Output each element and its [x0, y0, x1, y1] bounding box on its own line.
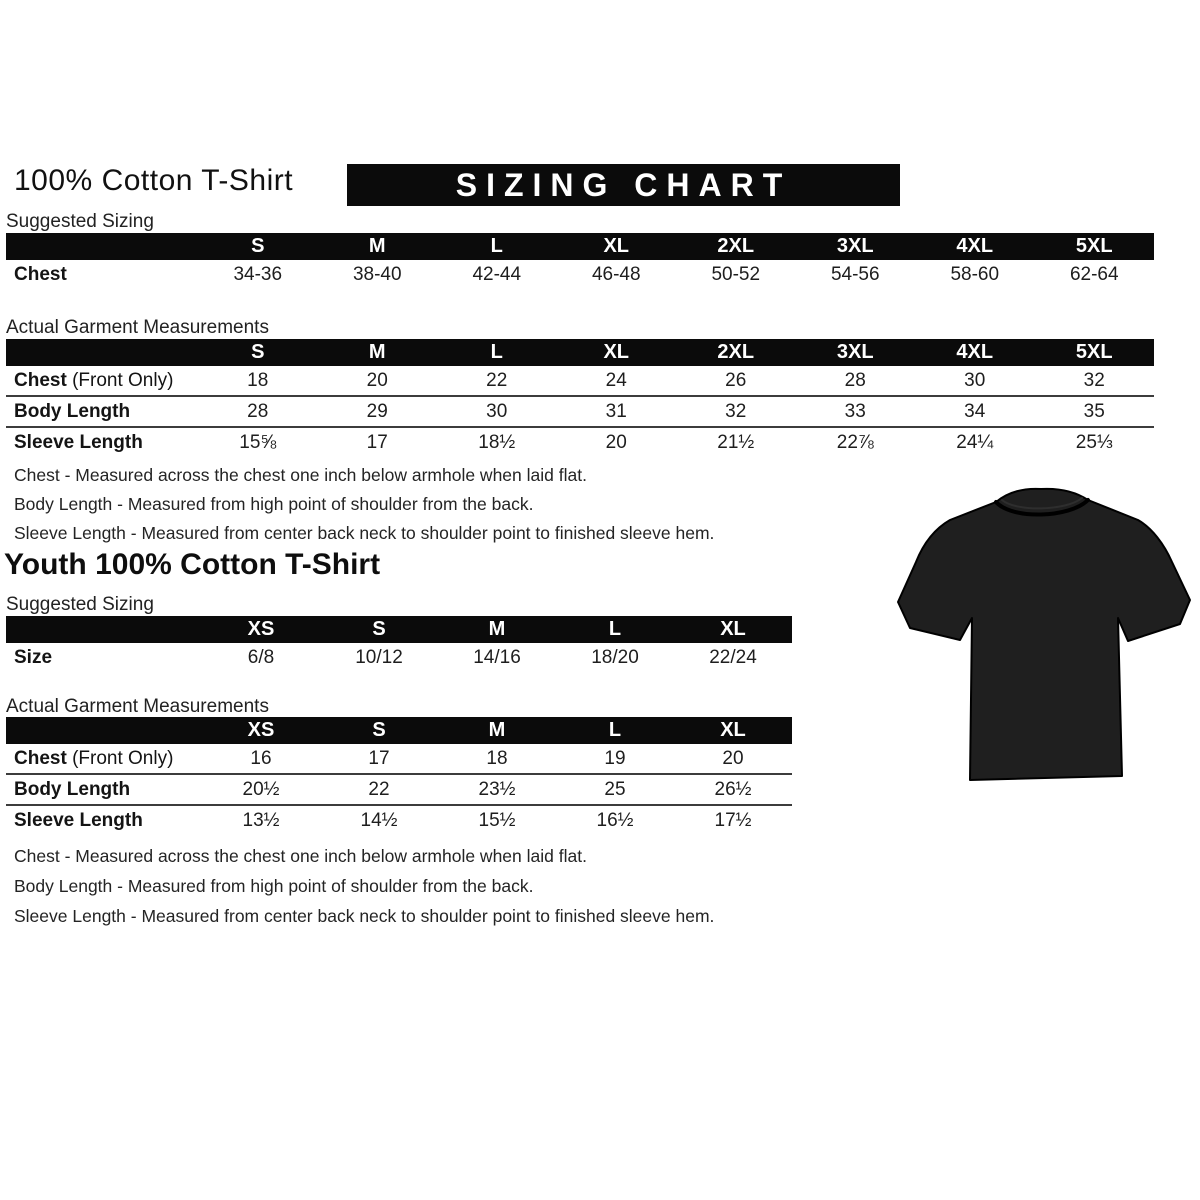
- cell-value: 38-40: [352, 263, 402, 285]
- note-line: Sleeve Length - Measured from center back neck to shoulder point to finished sleeve hem.: [14, 523, 715, 543]
- adult-measurement-notes: [14, 461, 714, 548]
- table-row: [6, 426, 1154, 457]
- column-header: 3XL: [836, 235, 874, 257]
- cell-value: 31: [605, 400, 627, 422]
- cell-value: 50-52: [711, 263, 761, 285]
- cell-value: 46-48: [591, 263, 641, 285]
- sizing-chart-banner-text: SIZING CHART: [455, 166, 792, 203]
- column-header: XL: [720, 719, 746, 741]
- tshirt-graphic: [890, 478, 1196, 810]
- note-line: Chest - Measured across the chest one inch below armhole when laid flat.: [14, 846, 587, 866]
- cell-value: 22: [368, 778, 390, 800]
- note-line: Sleeve Length - Measured from center back neck to shoulder point to finished sleeve hem.: [14, 906, 715, 926]
- row-label: [6, 401, 198, 423]
- note-line: Chest - Measured across the chest one inch below armhole when laid flat.: [14, 465, 587, 485]
- table-row: [6, 773, 792, 804]
- youth-suggested-sizing-table: [6, 616, 792, 672]
- cell-value: 14½: [360, 809, 398, 831]
- row-label-note: (Front Only): [66, 747, 174, 769]
- row-label-text: Chest: [14, 369, 67, 391]
- cell-value: 25⅓: [1075, 431, 1113, 453]
- tshirt-body-path: [898, 489, 1190, 780]
- cell-value: 26½: [714, 778, 752, 800]
- cell-value: 32: [725, 400, 747, 422]
- column-header: 2XL: [717, 341, 755, 363]
- cell-value: 24¼: [956, 431, 994, 453]
- cell-value: 17½: [714, 809, 752, 831]
- column-header: M: [488, 719, 506, 741]
- cell-value: 17: [368, 747, 390, 769]
- cell-value: 34-36: [233, 263, 283, 285]
- table-header-row: [6, 717, 792, 744]
- cell-value: 24: [605, 369, 627, 391]
- black-tshirt-image: [890, 478, 1196, 810]
- cell-value: 32: [1083, 369, 1105, 391]
- cell-value: 15½: [478, 809, 516, 831]
- table-row: [6, 744, 792, 773]
- cell-value: 16: [250, 747, 272, 769]
- cell-value: 20: [605, 431, 627, 453]
- note-line: Body Length - Measured from high point of shoulder from the back.: [14, 876, 534, 896]
- cell-value: 30: [964, 369, 986, 391]
- adult-actual-measurements-table: [6, 339, 1154, 457]
- row-label-text: Body Length: [14, 400, 131, 422]
- youth-suggested-sizing-label: Suggested Sizing: [6, 594, 154, 615]
- column-header: XS: [247, 618, 275, 640]
- cell-value: 22: [486, 369, 508, 391]
- row-label: [6, 647, 202, 669]
- row-label: [6, 779, 202, 801]
- row-label-text: Size: [14, 646, 53, 668]
- cell-value: 62-64: [1069, 263, 1119, 285]
- cell-value: 22⅞: [836, 431, 874, 453]
- column-header: XS: [247, 719, 275, 741]
- column-header: 2XL: [717, 235, 755, 257]
- cell-value: 20: [366, 369, 388, 391]
- cell-value: 35: [1083, 400, 1105, 422]
- cell-value: 26: [725, 369, 747, 391]
- adult-suggested-sizing-label: Suggested Sizing: [6, 211, 154, 232]
- cell-value: 19: [604, 747, 626, 769]
- page-title: 100% Cotton T-Shirt: [14, 164, 294, 197]
- cell-value: 23½: [478, 778, 516, 800]
- cell-value: 17: [366, 431, 388, 453]
- column-header: M: [368, 341, 386, 363]
- row-label-text: Body Length: [14, 778, 131, 800]
- table-header-row: [6, 339, 1154, 366]
- column-header: XL: [720, 618, 746, 640]
- table-row: [6, 366, 1154, 395]
- column-header: S: [372, 719, 386, 741]
- cell-value: 58-60: [950, 263, 1000, 285]
- youth-section-title: Youth 100% Cotton T-Shirt: [4, 548, 381, 581]
- column-header: XL: [603, 235, 630, 257]
- column-header: L: [490, 235, 503, 257]
- cell-value: 42-44: [472, 263, 522, 285]
- column-header: M: [488, 618, 506, 640]
- column-header: 5XL: [1075, 341, 1113, 363]
- column-header: L: [608, 719, 622, 741]
- cell-value: 10/12: [355, 646, 403, 668]
- row-label: [6, 810, 202, 832]
- row-label: [6, 370, 198, 392]
- cell-value: 16½: [596, 809, 634, 831]
- adult-actual-measurements-label: Actual Garment Measurements: [6, 317, 269, 338]
- column-header: 5XL: [1075, 235, 1113, 257]
- column-header: XL: [603, 341, 630, 363]
- column-header: 4XL: [956, 341, 994, 363]
- cell-value: 6/8: [247, 646, 275, 668]
- row-label: [6, 264, 198, 286]
- row-label-note: (Front Only): [66, 369, 174, 391]
- note-line: Body Length - Measured from high point of shoulder from the back.: [14, 494, 534, 514]
- column-header: S: [372, 618, 386, 640]
- cell-value: 30: [486, 400, 508, 422]
- table-row: [6, 804, 792, 835]
- row-label-text: Sleeve Length: [14, 809, 143, 831]
- cell-value: 54-56: [830, 263, 880, 285]
- column-header: S: [251, 235, 265, 257]
- row-label-text: Chest: [14, 747, 67, 769]
- cell-value: 15⅝: [239, 431, 277, 453]
- table-header-row: [6, 233, 1154, 260]
- column-header: L: [608, 618, 622, 640]
- column-header: S: [251, 341, 265, 363]
- table-row: [6, 395, 1154, 426]
- cell-value: 33: [844, 400, 866, 422]
- youth-actual-measurements-label: Actual Garment Measurements: [6, 696, 269, 717]
- row-label: [6, 432, 198, 454]
- cell-value: 22/24: [709, 646, 757, 668]
- adult-suggested-sizing-table: [6, 233, 1154, 289]
- cell-value: 20: [722, 747, 744, 769]
- column-header: L: [490, 341, 503, 363]
- row-label: [6, 748, 202, 770]
- cell-value: 20½: [242, 778, 280, 800]
- cell-value: 18½: [478, 431, 516, 453]
- youth-actual-measurements-table: [6, 717, 792, 835]
- cell-value: 28: [844, 369, 866, 391]
- table-row: [6, 260, 1154, 289]
- cell-value: 18: [486, 747, 508, 769]
- cell-value: 13½: [242, 809, 280, 831]
- cell-value: 14/16: [473, 646, 521, 668]
- table-header-row: [6, 616, 792, 643]
- row-label-text: Chest: [14, 263, 67, 285]
- cell-value: 34: [964, 400, 986, 422]
- column-header: 3XL: [836, 341, 874, 363]
- column-header: M: [368, 235, 386, 257]
- cell-value: 18: [247, 369, 269, 391]
- cell-value: 28: [247, 400, 269, 422]
- sizing-chart-banner: [347, 164, 900, 206]
- column-header: 4XL: [956, 235, 994, 257]
- cell-value: 21½: [717, 431, 755, 453]
- row-label-text: Sleeve Length: [14, 431, 143, 453]
- youth-measurement-notes: [14, 841, 714, 931]
- cell-value: 29: [366, 400, 388, 422]
- cell-value: 18/20: [591, 646, 639, 668]
- cell-value: 25: [604, 778, 626, 800]
- table-row: [6, 643, 792, 672]
